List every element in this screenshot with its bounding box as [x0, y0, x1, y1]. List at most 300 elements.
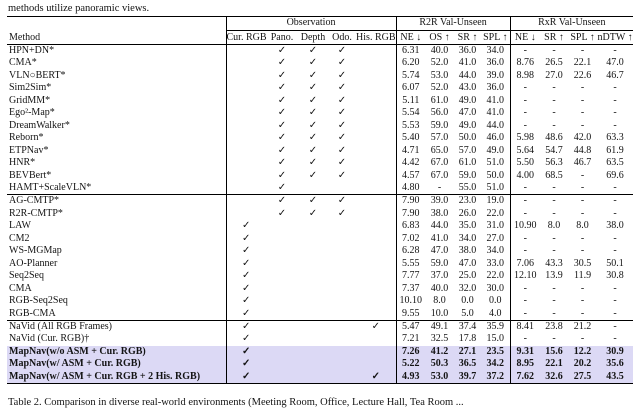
- r2r-value: 37.0: [430, 270, 449, 282]
- rxr-value: -: [580, 207, 585, 219]
- rxr-value: -: [510, 107, 540, 119]
- rxr-value: 12.2: [568, 346, 597, 358]
- r2r-value: 4.0: [481, 308, 510, 321]
- method-name: RGB-CMA: [7, 308, 226, 321]
- r2r-value: 19.0: [486, 195, 505, 207]
- rxr-value: -: [568, 182, 597, 195]
- column-header-r2r-metric: SR ↑: [454, 31, 481, 45]
- table-row: [7, 195, 633, 208]
- obs-empty-cell: [356, 182, 396, 195]
- method-name: Ego²-Map*: [9, 107, 55, 119]
- rxr-value: -: [613, 45, 617, 56]
- rxr-value: -: [580, 107, 585, 119]
- rxr-value: 69.6: [606, 169, 624, 181]
- obs-empty-cell: [226, 208, 266, 220]
- r2r-value: 0.0: [461, 295, 474, 307]
- checkmark-icon: ✓: [226, 295, 266, 307]
- r2r-value: 23.0: [458, 195, 477, 207]
- table-row: [7, 182, 633, 195]
- method-name: BEVBert*: [9, 169, 52, 181]
- checkmark-icon: ✓: [277, 144, 287, 156]
- r2r-value: 8.0: [433, 295, 446, 307]
- rxr-value: -: [580, 94, 585, 106]
- rxr-value: 22.1: [573, 57, 592, 69]
- checkmark-icon: ✓: [277, 169, 287, 181]
- r2r-value: 44.0: [458, 69, 477, 81]
- r2r-value: 34.0: [486, 45, 505, 56]
- checkmark-icon: ✓: [308, 69, 318, 81]
- rxr-value: -: [540, 308, 568, 321]
- table-row: [7, 170, 633, 182]
- column-header-method: Method: [7, 31, 226, 45]
- rxr-value: -: [613, 282, 617, 294]
- r2r-value: 49.0: [458, 119, 477, 131]
- checkmark-icon: ✓: [277, 57, 287, 69]
- obs-empty-cell: [356, 208, 396, 220]
- obs-empty-cell: [226, 157, 266, 169]
- rxr-value: 43.3: [545, 257, 563, 269]
- obs-empty-cell: [356, 157, 396, 169]
- r2r-value: 7.21: [396, 333, 425, 345]
- obs-empty-cell: [226, 120, 266, 132]
- obs-empty-cell: [226, 195, 266, 208]
- rxr-value: 5.50: [510, 157, 540, 169]
- rxr-value: -: [510, 45, 540, 58]
- table-row: [7, 333, 633, 345]
- method-name: NaVid (Cur. RGB)†: [9, 333, 90, 345]
- rxr-value: -: [613, 195, 617, 207]
- r2r-value: 26.0: [458, 207, 477, 219]
- rxr-value: 30.9: [597, 346, 633, 358]
- r2r-value: 36.0: [486, 57, 505, 69]
- table-row: [7, 258, 633, 270]
- r2r-value: 30.0: [486, 282, 505, 294]
- column-header-r2r-metric: OS ↑: [425, 31, 454, 45]
- rxr-value: 11.9: [573, 270, 592, 282]
- obs-empty-cell: [356, 107, 396, 119]
- checkmark-icon: ✓: [266, 182, 298, 195]
- rxr-value: 8.0: [547, 220, 561, 232]
- r2r-value: 36.0: [458, 45, 477, 56]
- checkmark-icon: ✓: [337, 69, 347, 81]
- checkmark-icon: ✓: [277, 94, 287, 106]
- checkmark-icon: ✓: [308, 82, 318, 94]
- table-row: [7, 45, 633, 58]
- obs-empty-cell: [328, 371, 356, 384]
- r2r-value: 22.0: [486, 270, 505, 282]
- rxr-value: 46.7: [606, 69, 624, 81]
- obs-empty-cell: [298, 295, 328, 307]
- checkmark-icon: ✓: [226, 270, 266, 282]
- obs-empty-cell: [226, 45, 266, 58]
- r2r-value: 5.55: [396, 258, 425, 270]
- obs-empty-cell: [226, 182, 266, 195]
- rxr-value: 22.6: [573, 69, 592, 81]
- r2r-value: 10.0: [425, 308, 454, 321]
- r2r-value: 59.0: [430, 119, 449, 131]
- rxr-value: 22.1: [540, 358, 568, 370]
- r2r-value: 4.57: [396, 170, 425, 182]
- checkmark-icon: ✓: [371, 320, 380, 332]
- obs-empty-cell: [226, 82, 266, 94]
- method-name: RGB-Seq2Seq: [9, 295, 68, 307]
- checkmark-icon: ✓: [308, 94, 318, 106]
- obs-empty-cell: [356, 258, 396, 270]
- r2r-value: 7.37: [396, 283, 425, 295]
- r2r-value: 27.1: [454, 346, 481, 358]
- rxr-value: -: [613, 107, 617, 119]
- r2r-value: 40.0: [430, 282, 449, 294]
- obs-empty-cell: [226, 95, 266, 107]
- rxr-value: -: [580, 119, 585, 131]
- method-name: WS-MGMap: [9, 245, 62, 257]
- obs-empty-cell: [328, 295, 356, 307]
- r2r-value: 47.0: [458, 107, 477, 119]
- column-header-obs: Cur. RGB: [226, 31, 267, 43]
- method-name: ETPNav*: [9, 144, 49, 156]
- table-row: [7, 120, 633, 132]
- rxr-value: 7.62: [510, 371, 540, 384]
- r2r-value: -: [425, 182, 454, 195]
- obs-empty-cell: [356, 95, 396, 107]
- column-header-obs: Pano.: [266, 31, 298, 45]
- checkmark-icon: ✓: [337, 82, 347, 94]
- r2r-value: 41.0: [458, 57, 477, 69]
- r2r-value: 4.93: [396, 371, 425, 384]
- r2r-value: 10.10: [396, 295, 425, 307]
- r2r-value: 67.0: [430, 157, 449, 169]
- r2r-value: 36.0: [486, 82, 505, 94]
- rxr-value: -: [580, 45, 585, 56]
- obs-empty-cell: [356, 270, 396, 282]
- method-name: AO-Planner: [9, 257, 58, 269]
- r2r-value: 15.0: [486, 333, 505, 345]
- rxr-value: -: [552, 207, 556, 219]
- rxr-value: -: [510, 333, 540, 345]
- checkmark-icon: ✓: [308, 45, 318, 56]
- obs-empty-cell: [266, 346, 298, 358]
- r2r-value: 44.0: [430, 220, 449, 232]
- r2r-value: 5.47: [396, 320, 425, 333]
- r2r-value: 47.0: [458, 257, 477, 269]
- column-header-r2r-metric: NE ↓: [396, 31, 425, 45]
- rxr-value: 4.00: [510, 170, 540, 182]
- rxr-value: 30.8: [606, 270, 624, 282]
- table-row: [7, 371, 633, 384]
- rxr-value: -: [510, 308, 540, 321]
- checkmark-icon: ✓: [277, 157, 287, 169]
- rxr-value: -: [510, 295, 540, 307]
- r2r-value: 31.0: [486, 220, 505, 232]
- rxr-value: 8.76: [510, 57, 540, 69]
- obs-empty-cell: [266, 358, 298, 370]
- checkmark-icon: ✓: [226, 258, 266, 270]
- checkmark-icon: ✓: [337, 107, 347, 119]
- rxr-value: -: [510, 82, 540, 94]
- r2r-value: 37.2: [481, 371, 510, 384]
- table-caption: Table 2. Comparison in diverse real-world environments (Meeting Room, Office, Lecture Hall, Tea Room ...: [8, 397, 464, 409]
- obs-empty-cell: [298, 182, 328, 195]
- rxr-value: 44.8: [573, 144, 592, 156]
- checkmark-icon: ✓: [337, 94, 347, 106]
- rxr-value: -: [613, 94, 617, 106]
- rxr-value: -: [510, 233, 540, 245]
- r2r-value: 33.0: [486, 257, 505, 269]
- rxr-value: -: [613, 333, 617, 345]
- r2r-value: 38.0: [430, 207, 449, 219]
- obs-empty-cell: [328, 258, 356, 270]
- r2r-value: 39.0: [430, 195, 449, 207]
- table-row: [7, 107, 633, 119]
- group-header-observation: Observation: [226, 17, 396, 31]
- rxr-value: -: [580, 333, 585, 345]
- table-row: [7, 208, 633, 220]
- checkmark-icon: ✓: [226, 220, 266, 232]
- checkmark-icon: ✓: [277, 195, 287, 207]
- r2r-value: 49.0: [486, 144, 505, 156]
- rxr-value: -: [568, 308, 597, 321]
- checkmark-icon: ✓: [308, 207, 318, 219]
- checkmark-icon: ✓: [337, 132, 347, 144]
- method-name: Seq2Seq: [9, 270, 44, 282]
- obs-empty-cell: [298, 258, 328, 270]
- checkmark-icon: ✓: [226, 233, 266, 245]
- r2r-value: 39.7: [454, 371, 481, 384]
- table-body: [7, 45, 633, 384]
- r2r-value: 7.02: [396, 233, 425, 245]
- r2r-value: 50.0: [486, 169, 505, 181]
- rxr-value: -: [580, 82, 585, 94]
- rxr-value: -: [580, 245, 585, 257]
- checkmark-icon: ✓: [277, 119, 287, 131]
- r2r-value: 59.0: [430, 257, 449, 269]
- r2r-value: 7.90: [396, 208, 425, 220]
- rxr-value: -: [552, 119, 556, 131]
- obs-empty-cell: [298, 308, 328, 321]
- checkmark-icon: ✓: [226, 358, 266, 370]
- table-row: [7, 95, 633, 107]
- rxr-value: -: [597, 182, 633, 195]
- table-row: [7, 308, 633, 321]
- rxr-value: 21.2: [573, 320, 592, 332]
- group-header-rxr: RxR Val-Unseen: [510, 17, 633, 31]
- r2r-value: 7.26: [396, 346, 425, 358]
- rxr-value: -: [552, 45, 556, 56]
- r2r-value: 52.0: [430, 57, 449, 69]
- obs-empty-cell: [356, 295, 396, 307]
- rxr-value: -: [510, 195, 540, 208]
- r2r-value: 5.54: [396, 107, 425, 119]
- r2r-value: 23.5: [481, 346, 510, 358]
- rxr-value: 43.5: [597, 371, 633, 384]
- r2r-value: 6.07: [396, 82, 425, 94]
- r2r-value: 35.0: [458, 220, 477, 232]
- checkmark-icon: ✓: [356, 371, 396, 384]
- r2r-value: 39.0: [486, 69, 505, 81]
- r2r-value: 36.5: [454, 358, 481, 370]
- obs-empty-cell: [328, 346, 356, 358]
- obs-empty-cell: [226, 70, 266, 82]
- r2r-value: 32.0: [458, 282, 477, 294]
- table-row: [7, 233, 633, 245]
- rxr-value: 7.06: [510, 258, 540, 270]
- obs-empty-cell: [298, 320, 328, 333]
- method-name: HAMT+ScaleVLN*: [7, 182, 226, 195]
- r2r-value: 40.0: [430, 45, 449, 56]
- r2r-value: 9.55: [396, 308, 425, 321]
- r2r-value: 41.0: [430, 232, 449, 244]
- obs-empty-cell: [266, 258, 298, 270]
- group-header-r2r: R2R Val-Unseen: [396, 17, 510, 31]
- r2r-value: 34.2: [481, 358, 510, 370]
- rxr-value: -: [510, 120, 540, 132]
- method-name: MapNav(w/ ASM + Cur. RGB): [7, 358, 226, 370]
- obs-empty-cell: [356, 283, 396, 295]
- r2r-value: 55.0: [454, 182, 481, 195]
- table-head: [7, 17, 633, 45]
- rxr-value: 12.10: [510, 270, 540, 282]
- checkmark-icon: ✓: [337, 195, 347, 207]
- rxr-value: -: [580, 295, 585, 307]
- r2r-value: 56.0: [430, 107, 449, 119]
- obs-empty-cell: [298, 371, 328, 384]
- obs-empty-cell: [356, 132, 396, 144]
- r2r-value: 41.0: [486, 94, 505, 106]
- obs-empty-cell: [328, 283, 356, 295]
- r2r-value: 41.0: [486, 107, 505, 119]
- r2r-value: 49.1: [430, 320, 449, 332]
- r2r-value: 6.83: [396, 220, 425, 232]
- group-header-row: [7, 17, 633, 31]
- table-row: [7, 245, 633, 257]
- r2r-value: 50.0: [458, 132, 477, 144]
- rxr-value: -: [552, 232, 556, 244]
- table-row: [7, 295, 633, 307]
- rxr-value: -: [613, 207, 617, 219]
- checkmark-icon: ✓: [308, 132, 318, 144]
- rxr-value: -: [510, 208, 540, 220]
- r2r-value: 57.0: [430, 132, 449, 144]
- obs-empty-cell: [298, 270, 328, 282]
- column-header-obs: His. RGB: [356, 31, 396, 43]
- rxr-value: 23.8: [545, 320, 563, 332]
- method-name: LAW: [9, 220, 31, 232]
- checkmark-icon: ✓: [308, 119, 318, 131]
- table-row: [7, 145, 633, 157]
- obs-empty-cell: [328, 333, 356, 345]
- checkmark-icon: ✓: [308, 195, 318, 207]
- r2r-value: 5.53: [396, 120, 425, 132]
- obs-empty-cell: [356, 220, 396, 232]
- checkmark-icon: ✓: [308, 144, 318, 156]
- rxr-value: 10.90: [510, 220, 540, 232]
- obs-empty-cell: [356, 70, 396, 82]
- r2r-value: 22.0: [486, 207, 505, 219]
- method-name: AG-CMTP*: [9, 195, 60, 207]
- r2r-value: 17.8: [458, 333, 477, 345]
- method-name: R2R-CMTP*: [9, 207, 63, 219]
- rxr-value: -: [580, 282, 585, 294]
- checkmark-icon: ✓: [277, 107, 287, 119]
- checkmark-icon: ✓: [226, 283, 266, 295]
- checkmark-icon: ✓: [337, 207, 347, 219]
- rxr-value: 15.6: [540, 346, 568, 358]
- column-header-rxr-metric: NE ↓: [510, 31, 540, 45]
- obs-empty-cell: [356, 195, 396, 208]
- rxr-value: 8.98: [510, 70, 540, 82]
- checkmark-icon: ✓: [226, 320, 266, 333]
- r2r-value: 38.0: [458, 245, 477, 257]
- obs-empty-cell: [298, 358, 328, 370]
- intro-text: methods utilize panoramic views.: [8, 3, 150, 14]
- r2r-value: 25.0: [458, 270, 477, 282]
- r2r-value: 65.0: [430, 144, 449, 156]
- r2r-value: 67.0: [430, 169, 449, 181]
- obs-empty-cell: [226, 145, 266, 157]
- checkmark-icon: ✓: [226, 333, 266, 345]
- r2r-value: 5.11: [396, 95, 425, 107]
- r2r-value: 61.0: [430, 94, 449, 106]
- rxr-value: -: [510, 95, 540, 107]
- checkmark-icon: ✓: [337, 45, 347, 56]
- method-name: Reborn*: [9, 132, 44, 144]
- table-row: [7, 270, 633, 282]
- r2r-value: 34.0: [486, 245, 505, 257]
- checkmark-icon: ✓: [226, 346, 266, 358]
- rxr-value: -: [613, 119, 617, 131]
- rxr-value: 68.5: [545, 169, 563, 181]
- obs-empty-cell: [266, 371, 298, 384]
- r2r-value: 46.0: [486, 132, 505, 144]
- method-name: CMA*: [9, 57, 37, 69]
- r2r-value: 5.74: [396, 70, 425, 82]
- r2r-value: 4.71: [396, 145, 425, 157]
- r2r-value: 43.0: [458, 82, 477, 94]
- r2r-value: 52.0: [430, 82, 449, 94]
- checkmark-icon: ✓: [226, 308, 266, 321]
- results-table: [7, 16, 633, 384]
- rxr-value: 47.0: [606, 57, 624, 69]
- obs-empty-cell: [356, 308, 396, 321]
- checkmark-icon: ✓: [277, 132, 287, 144]
- table-row: [7, 346, 633, 358]
- obs-empty-cell: [356, 82, 396, 94]
- rxr-value: 56.3: [545, 157, 563, 169]
- obs-empty-cell: [328, 182, 356, 195]
- table-row: [7, 57, 633, 69]
- rxr-value: 5.98: [510, 132, 540, 144]
- checkmark-icon: ✓: [277, 82, 287, 94]
- checkmark-icon: ✓: [308, 57, 318, 69]
- r2r-value: 35.9: [486, 320, 505, 332]
- obs-empty-cell: [356, 346, 396, 358]
- obs-empty-cell: [226, 57, 266, 69]
- column-header-obs: Odo.: [328, 31, 356, 45]
- table-row: [7, 82, 633, 94]
- table-row: [7, 320, 633, 333]
- rxr-value: 32.6: [540, 371, 568, 384]
- rxr-value: 46.7: [573, 157, 592, 169]
- checkmark-icon: ✓: [308, 157, 318, 169]
- obs-empty-cell: [298, 346, 328, 358]
- method-name: DreamWalker*: [9, 119, 70, 131]
- obs-empty-cell: [266, 283, 298, 295]
- rxr-value: -: [552, 295, 556, 307]
- rxr-value: -: [540, 182, 568, 195]
- r2r-value: 47.0: [430, 245, 449, 257]
- r2r-value: 49.0: [458, 94, 477, 106]
- checkmark-icon: ✓: [308, 169, 318, 181]
